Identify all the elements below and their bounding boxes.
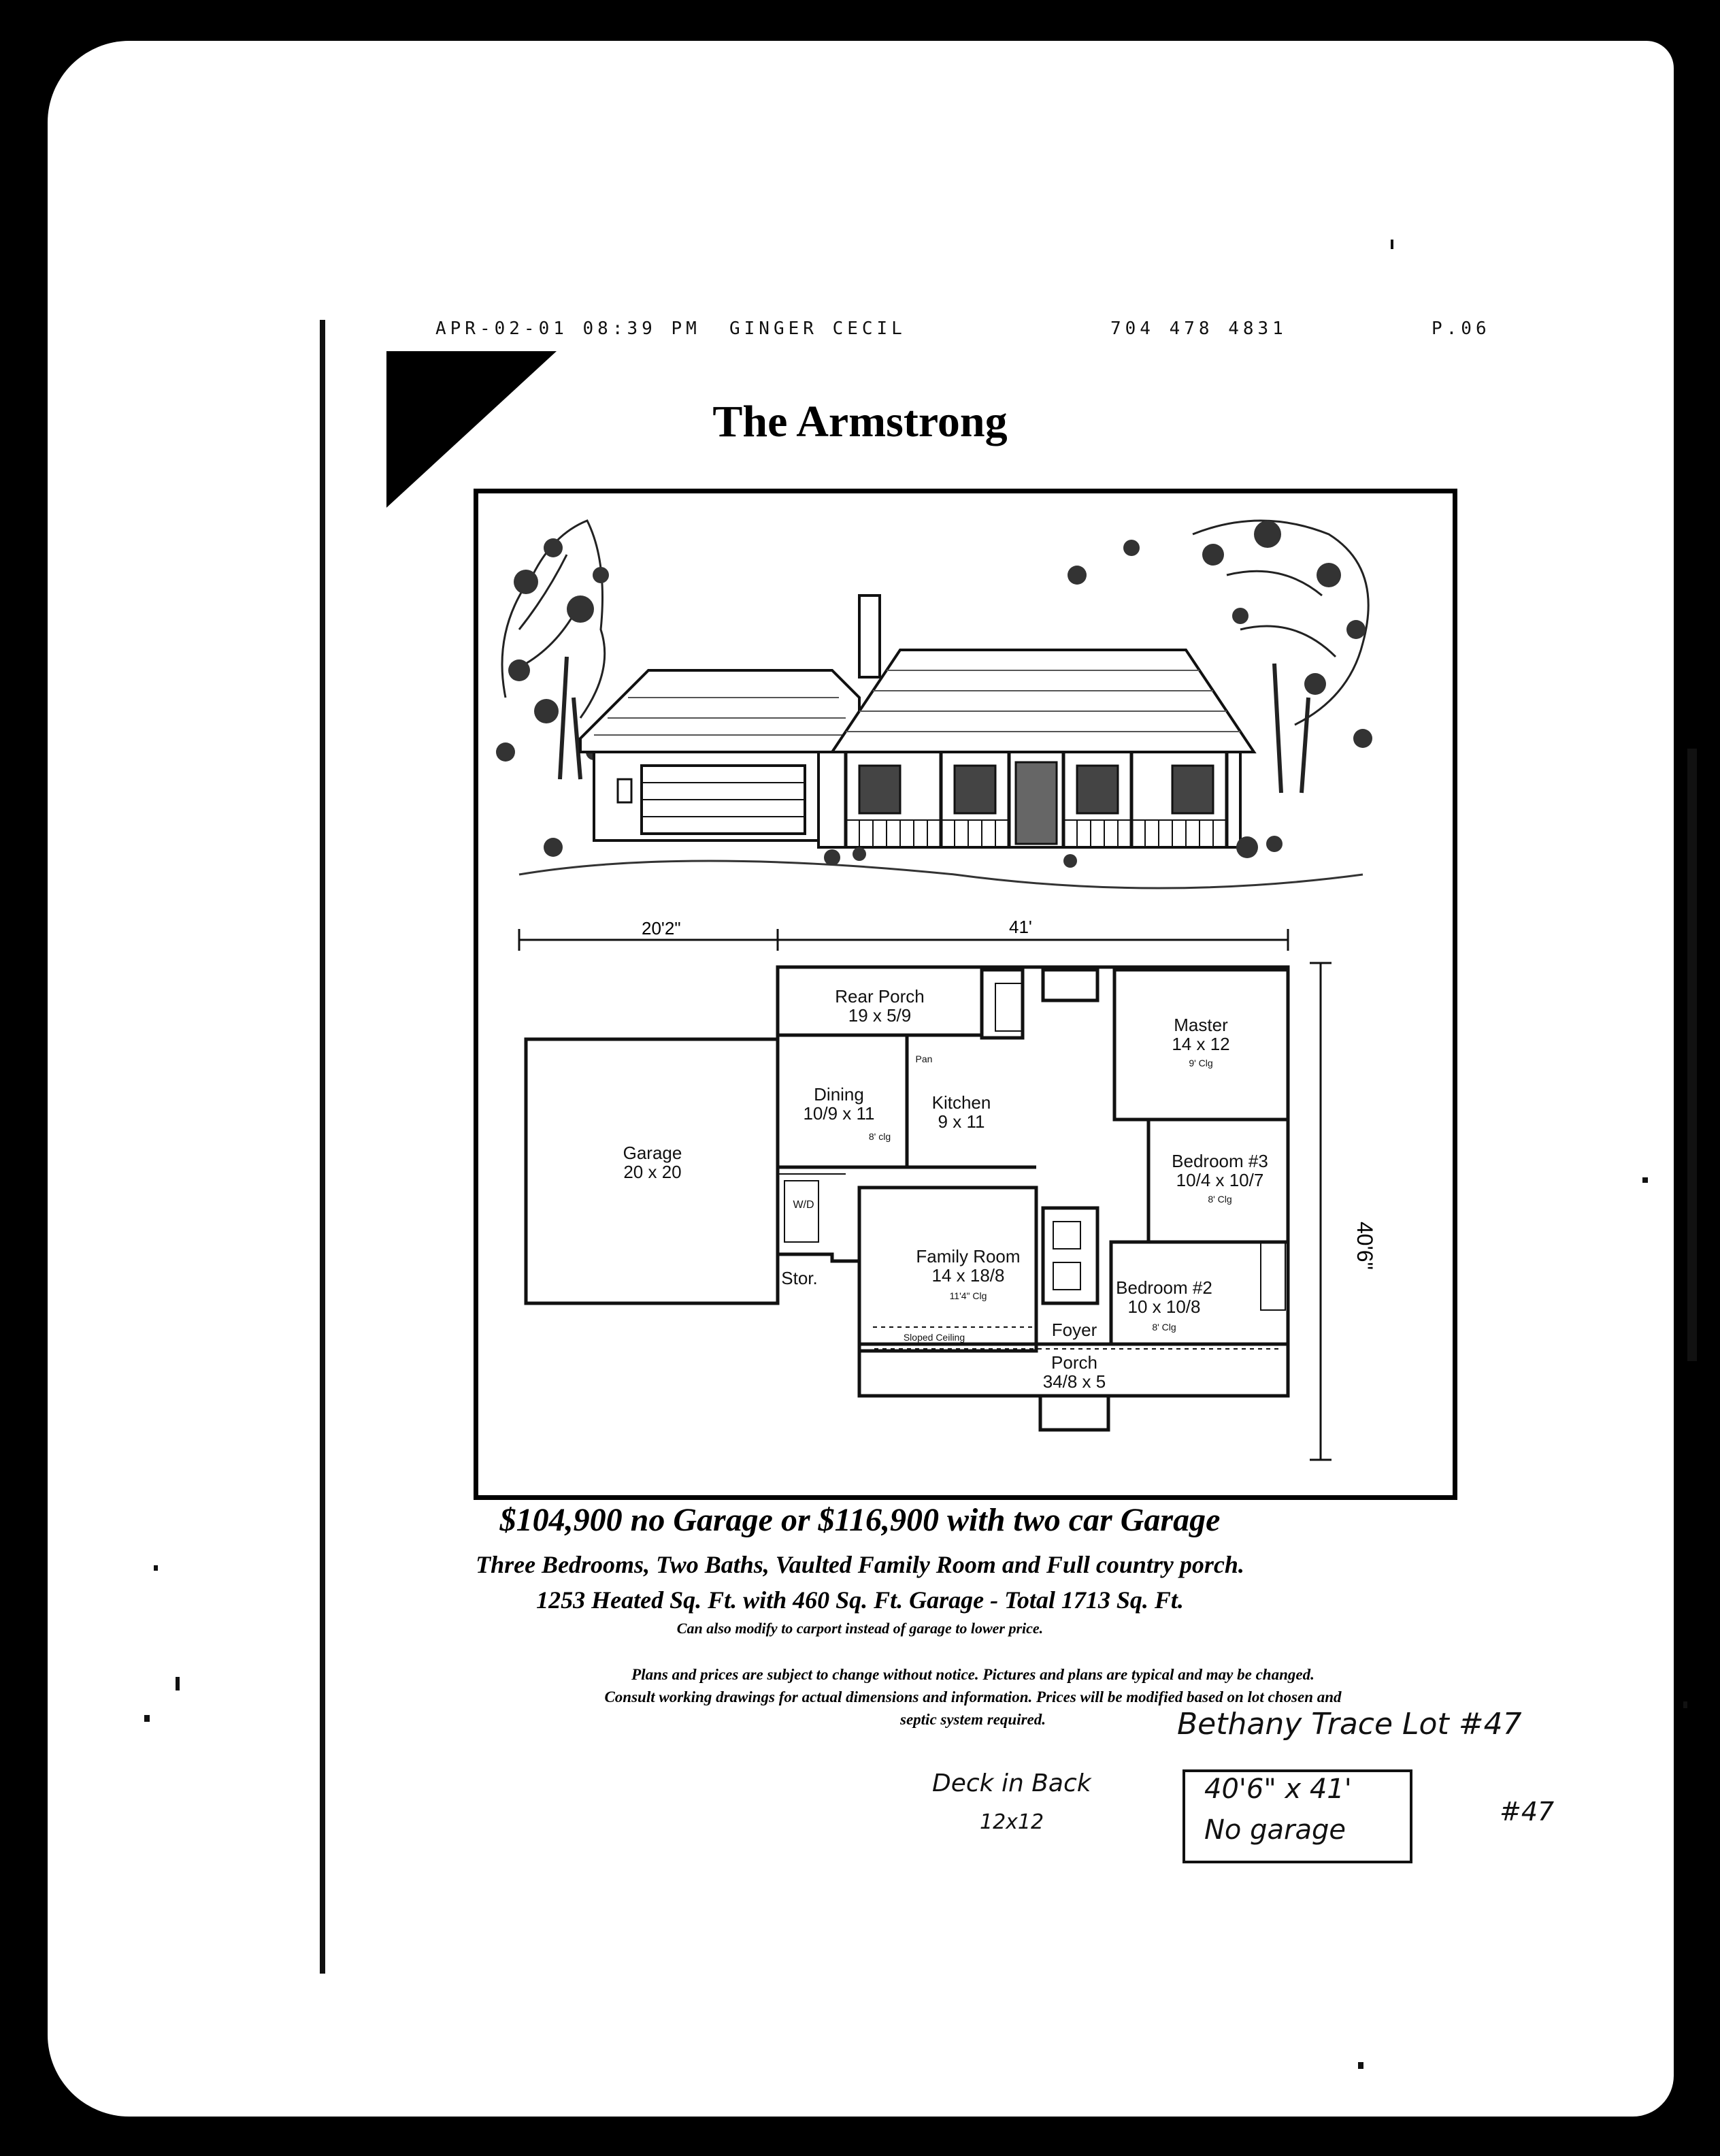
dining-ceiling: 8' clg <box>868 1131 891 1142</box>
scan-speck <box>1642 1177 1648 1183</box>
scan-speck <box>144 1715 150 1722</box>
disclaimer-line-2: Consult working drawings for actual dimensions and information. Prices will be modified based on lot chosen and <box>604 1688 1342 1705</box>
disclaimer-line-1: Plans and prices are subject to change without notice. Pictures and plans are typical and may be changed. <box>631 1666 1314 1683</box>
room-rear-porch: Rear Porch <box>835 986 925 1007</box>
room-kitchen: Kitchen <box>931 1092 991 1113</box>
disclaimer-line-3: septic system required. <box>900 1711 1046 1728</box>
room-porch-size: 34/8 x 5 <box>1042 1371 1106 1392</box>
room-garage-size: 20 x 20 <box>623 1162 682 1182</box>
fax-page: P.06 <box>1432 318 1491 339</box>
house-and-floorplan <box>478 493 1453 1495</box>
house-sketch <box>496 521 1372 888</box>
room-bedroom-2: Bedroom #2 <box>1116 1277 1212 1298</box>
storage-label: Stor. <box>781 1268 818 1288</box>
room-rear-porch-size: 19 x 5/9 <box>848 1005 912 1026</box>
master-ceiling: 9' Clg <box>1189 1058 1213 1068</box>
room-kitchen-size: 9 x 11 <box>938 1111 985 1132</box>
left-margin-line <box>320 320 325 1974</box>
room-family-size: 14 x 18/8 <box>931 1265 1005 1286</box>
fax-sender: GINGER CECIL <box>729 318 906 339</box>
scan-speck <box>1391 240 1393 249</box>
page-title: The Armstrong <box>712 397 1008 446</box>
handwritten-lot-number: #47 <box>1500 1797 1555 1827</box>
room-dining: Dining <box>814 1084 864 1105</box>
handwritten-box-line-1: 40'6" x 41' <box>1204 1774 1352 1805</box>
top-dimension-line <box>519 929 1288 951</box>
garage-width-dim: 20'2" <box>642 918 681 938</box>
room-porch: Porch <box>1051 1352 1097 1373</box>
foyer-label: Foyer <box>1051 1320 1097 1340</box>
family-ceiling: 11'4" Clg <box>949 1290 987 1301</box>
carport-line: Can also modify to carport instead of garage to lower price. <box>676 1620 1044 1637</box>
bedroom-3-ceiling: 8' Clg <box>1208 1194 1232 1205</box>
right-dimension-line <box>1310 963 1332 1460</box>
room-master-size: 14 x 12 <box>1172 1034 1230 1054</box>
washer-dryer-label: W/D <box>793 1199 814 1211</box>
handwritten-deck: Deck in Back <box>932 1769 1091 1797</box>
price-line: $104,900 no Garage or $116,900 with two car Garage <box>499 1502 1221 1538</box>
room-family: Family Room <box>916 1246 1021 1267</box>
fax-phone: 704 478 4831 <box>1110 318 1287 339</box>
area-line: 1253 Heated Sq. Ft. with 460 Sq. Ft. Garage - Total 1713 Sq. Ft. <box>536 1586 1184 1614</box>
features-line: Three Bedrooms, Two Baths, Vaulted Family Room and Full country porch. <box>476 1551 1244 1578</box>
handwritten-box-line-2: No garage <box>1204 1814 1346 1846</box>
fax-date-time: APR-02-01 08:39 PM <box>435 318 701 339</box>
scan-speck <box>176 1677 180 1690</box>
overall-width-dim: 41' <box>1009 917 1032 937</box>
depth-dim: 40'6" <box>1353 1222 1377 1270</box>
sloped-ceiling-label: Sloped Ceiling <box>903 1332 965 1343</box>
handwritten-lot: Bethany Trace Lot #47 <box>1177 1707 1522 1742</box>
room-bedroom-2-size: 10 x 10/8 <box>1127 1296 1201 1317</box>
bedroom-2-ceiling: 8' Clg <box>1152 1322 1176 1333</box>
room-master: Master <box>1174 1015 1228 1035</box>
illustration-frame <box>474 489 1457 1500</box>
pantry-label: Pan <box>915 1054 933 1064</box>
scan-speck <box>1358 2062 1363 2069</box>
room-bedroom-3: Bedroom #3 <box>1172 1151 1268 1171</box>
handwritten-deck-size: 12x12 <box>980 1810 1044 1834</box>
right-edge-shadow <box>1687 749 1697 1361</box>
scan-speck <box>154 1565 158 1571</box>
room-bedroom-3-size: 10/4 x 10/7 <box>1176 1170 1264 1190</box>
room-garage: Garage <box>623 1143 682 1163</box>
scan-speck <box>1683 1701 1687 1708</box>
room-dining-size: 10/9 x 11 <box>803 1103 875 1124</box>
